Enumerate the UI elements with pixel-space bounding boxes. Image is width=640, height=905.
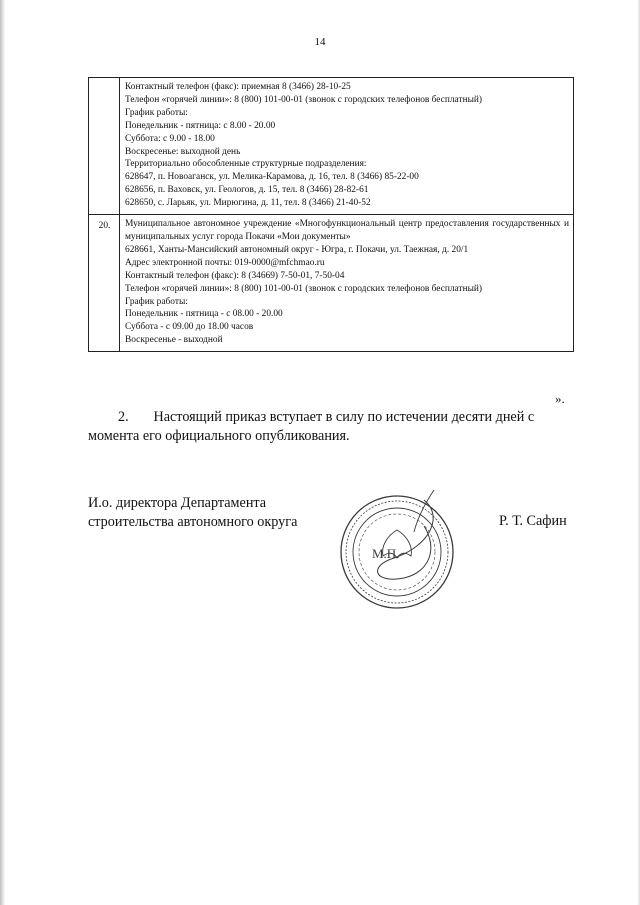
schedule-heading: График работы: xyxy=(125,107,188,118)
row-content xyxy=(120,78,574,215)
schedule-weekdays: Понедельник - пятница: с 8.00 - 20.00 xyxy=(125,120,276,131)
signatory-title-line: И.о. директора Департамента xyxy=(88,495,267,511)
table-row xyxy=(89,215,574,352)
schedule-sunday: Воскресенье: выходной день xyxy=(125,146,241,157)
official-seal-stamp xyxy=(334,486,460,612)
hotline-line: Телефон «горячей линии»: 8 (800) 101-00-01 (звонок с городских телефонов бесплатный) xyxy=(125,283,483,294)
signatory-name: Р. Т. Сафин xyxy=(499,513,567,529)
paragraph-number: 2. xyxy=(118,409,129,425)
branches-heading: Территориально обособленные структурные подразделения: xyxy=(125,159,367,170)
schedule-saturday: Суббота - с 09.00 до 18.00 часов xyxy=(125,322,254,333)
closing-quote: ». xyxy=(555,391,565,406)
email-line: Адрес электронной почты: 019-0000@mfchmao.ru xyxy=(125,257,325,268)
row-number xyxy=(89,78,120,215)
signature-stroke xyxy=(414,490,434,532)
branch-address: 628647, п. Новоаганск, ул. Мелика-Карамова, д. 16, тел. 8 (3466) 85-22-00 xyxy=(125,172,419,183)
contact-phone-line: Контактный телефон (факс): 8 (34669) 7-50-01, 7-50-04 xyxy=(125,270,345,281)
schedule-weekdays: Понедельник - пятница - с 08.00 - 20.00 xyxy=(125,309,283,320)
order-paragraph xyxy=(88,408,574,445)
row-number: 20. xyxy=(89,215,120,352)
schedule-sunday: Воскресенье - выходной xyxy=(125,335,223,346)
page-number: 14 xyxy=(314,36,326,48)
registry-table xyxy=(88,77,574,352)
institution-address: 628661, Ханты-Мансийский автономный округ - Югра, г. Покачи, ул. Таежная, д. 20/1 xyxy=(125,244,469,255)
contact-phone-line: Контактный телефон (факс): приемная 8 (3466) 28-10-25 xyxy=(125,82,351,92)
signature-scribble xyxy=(378,500,434,579)
institution-name: Муниципальное автономное учреждение «Многофункциональный центр предоставления государственных и муниципальных услуг города Покачи «Мои документы» xyxy=(125,219,569,242)
paragraph-text: Настоящий приказ вступает в силу по истечении десяти дней с xyxy=(153,409,535,425)
schedule-heading: График работы: xyxy=(125,296,188,307)
schedule-saturday: Суббота: с 9.00 - 18.00 xyxy=(125,133,215,144)
hotline-line: Телефон «горячей линии»: 8 (800) 101-00-01 (звонок с городских телефонов бесплатный) xyxy=(125,94,483,105)
row-content xyxy=(120,215,574,352)
stamp-mark: М.П. xyxy=(372,546,400,561)
paragraph-line-2: момента его официального опубликования. xyxy=(88,427,350,444)
branch-address: 628650, с. Ларьяк, ул. Мирюгина, д. 11, тел. 8 (3466) 21-40-52 xyxy=(125,198,371,209)
signatory-title xyxy=(88,494,297,532)
branch-address: 628656, п. Ваховск, ул. Геологов, д. 15, тел. 8 (3466) 28-82-61 xyxy=(125,185,369,196)
signatory-title-line: строительства автономного округа xyxy=(88,514,298,530)
paragraph-line-1 xyxy=(88,408,574,427)
scan-shadow-left xyxy=(0,0,5,905)
table-row xyxy=(89,78,574,215)
